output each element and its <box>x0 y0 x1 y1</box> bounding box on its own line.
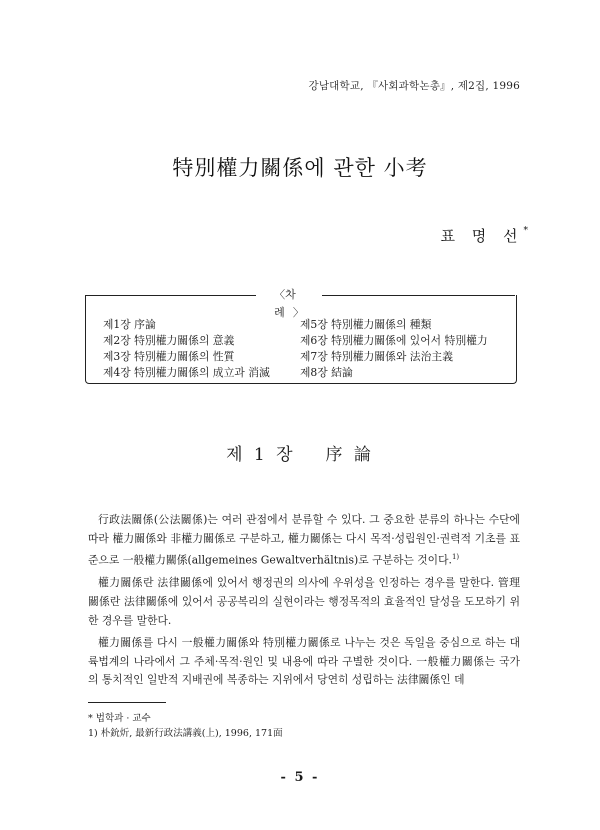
paper-title: 特別權力關係에 관한 小考 <box>172 156 428 180</box>
author-name <box>440 225 528 246</box>
toc-item: 제8장 結論 <box>300 366 353 379</box>
toc-item: 제3장 特別權力關係의 性質 <box>103 350 235 363</box>
paragraph-text: 行政法關係(公法關係)는 여러 관점에서 분류할 수 있다. 그 중요한 분류의 하나는 수단에 따라 權力關係와 非權力關係로 구분하고, 權力關係는 다시 목적·성립원인·권력적 기초를 표준으로 一般權力關係(allgemeines Gewaltverhältnis)로 구분하는 것이다. <box>88 513 520 567</box>
toc-title <box>256 286 322 319</box>
toc-top-border-left <box>85 295 261 296</box>
chapter-heading <box>0 440 600 465</box>
footnote-item: 1) 朴鈗炘, 最新行政法講義(上), 1996, 171面 <box>88 728 283 739</box>
paragraph <box>88 634 520 690</box>
toc-right-bracket-icon: 〉 <box>292 306 304 319</box>
author-text: 표 명 선 <box>440 227 524 245</box>
toc-right-column <box>300 317 488 381</box>
footnotes <box>88 711 283 741</box>
journal-header: 강남대학교, 『사회과학논총』, 제2집, 1996 <box>308 80 520 92</box>
chapter-number: 제 1 장 <box>226 445 296 465</box>
paragraph-text: 權力關係를 다시 一般權力關係와 特別權力關係로 나누는 것은 독일을 중심으로 하는 대륙법계의 나라에서 그 주체·목적·원인 및 내용에 따라 구별한 것이다. 一般權力關係는 국가의 통치적인 일반적 지배권에 복종하는 지위에서 당연히 성립하는 法律關係인 데 <box>88 636 520 687</box>
toc-item: 제4장 特別權力關係의 成立과 消滅 <box>103 366 270 379</box>
body-text <box>88 511 520 694</box>
footnote-divider <box>88 702 166 703</box>
toc-item: 제1장 序論 <box>103 318 156 331</box>
paragraph <box>88 511 520 570</box>
toc-top-border-right <box>318 295 515 296</box>
toc-item: 제6장 特別權力關係에 있어서 特別權力 <box>300 334 488 347</box>
paragraph-text: 權力關係란 法律關係에 있어서 행정권의 의사에 우위성을 인정하는 경우를 말한다. 管理關係란 法律關係에 있어서 공공복리의 실현이라는 행정목적의 효율적인 달성을 도모하기 위한 경우를 말한다. <box>88 576 520 627</box>
chapter-title: 序 論 <box>325 445 374 465</box>
footnote-ref: 1) <box>451 553 460 562</box>
footnote-item: * 법학과 · 교수 <box>88 713 151 724</box>
toc-title-text: 차 례 <box>274 288 304 319</box>
author-footnote-mark: * <box>523 226 528 236</box>
paragraph <box>88 574 520 630</box>
toc-item: 제2장 特別權力關係의 意義 <box>103 334 235 347</box>
page-number: - 5 - <box>280 770 320 785</box>
toc-item: 제7장 特別權力關係와 法治主義 <box>300 350 453 363</box>
toc-left-bracket-icon: 〈 <box>274 288 286 301</box>
toc-item: 제5장 特別權力關係의 種類 <box>300 318 432 331</box>
toc-left-column <box>103 317 270 381</box>
